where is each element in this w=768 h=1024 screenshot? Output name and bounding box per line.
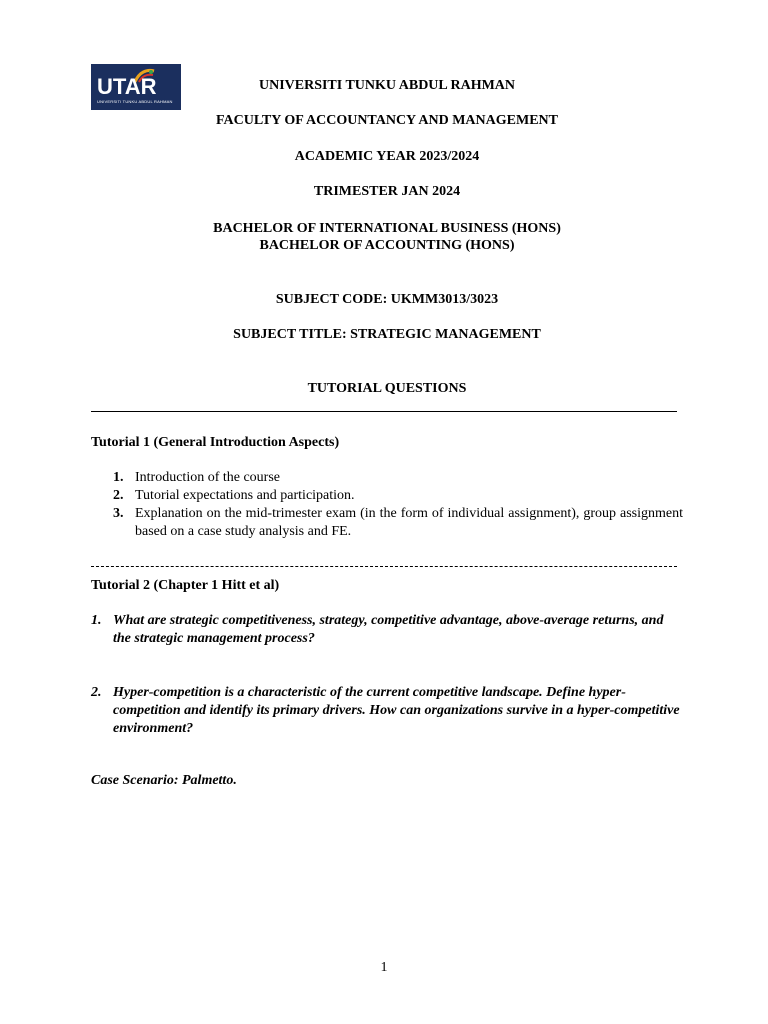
question-2: 2. Hyper-competition is a characteristic of the current competitive landscape. Define hyper-competition and identify its primary drivers. How can organizations survive in a hyper-competitive environment?: [91, 685, 680, 736]
programme-2: BACHELOR OF ACCOUNTING (HONS): [259, 238, 515, 253]
university-name: UNIVERSITI TUNKU ABDUL RAHMAN: [258, 78, 516, 93]
faculty-name: FACULTY OF ACCOUNTANCY AND MANAGEMENT: [216, 113, 558, 128]
list-item: 1. Introduction of the course: [113, 470, 281, 485]
logo-subtitle: UNIVERSITI TUNKU ABDUL RAHMAN: [97, 99, 173, 104]
list-item: 2. Tutorial expectations and participation.: [113, 488, 355, 503]
section-divider: [91, 566, 677, 567]
document-title: TUTORIAL QUESTIONS: [307, 381, 467, 396]
trimester: TRIMESTER JAN 2024: [313, 184, 461, 199]
tutorial-2-heading: Tutorial 2 (Chapter 1 Hitt et al): [91, 578, 280, 593]
logo-mark: UTAR: [97, 74, 157, 99]
programme-1: BACHELOR OF INTERNATIONAL BUSINESS (HONS): [213, 221, 561, 236]
subject-code: SUBJECT CODE: UKMM3013/3023: [275, 292, 499, 307]
subject-title: SUBJECT TITLE: STRATEGIC MANAGEMENT: [233, 327, 541, 342]
title-divider: [91, 411, 677, 412]
page-number: 1: [380, 960, 388, 975]
case-scenario: Case Scenario: Palmetto.: [91, 773, 237, 788]
academic-year: ACADEMIC YEAR 2023/2024: [294, 149, 480, 164]
tutorial-1-heading: Tutorial 1 (General Introduction Aspects): [91, 435, 340, 450]
question-1: 1. What are strategic competitiveness, strategy, competitive advantage, above-average returns, and the strategic management process?: [91, 613, 664, 646]
tutorial-1-list: [91, 469, 683, 541]
list-item: 3. Explanation on the mid-trimester exam (in the form of individual assignment), group assignment based on a case study analysis and FE.: [113, 506, 683, 539]
